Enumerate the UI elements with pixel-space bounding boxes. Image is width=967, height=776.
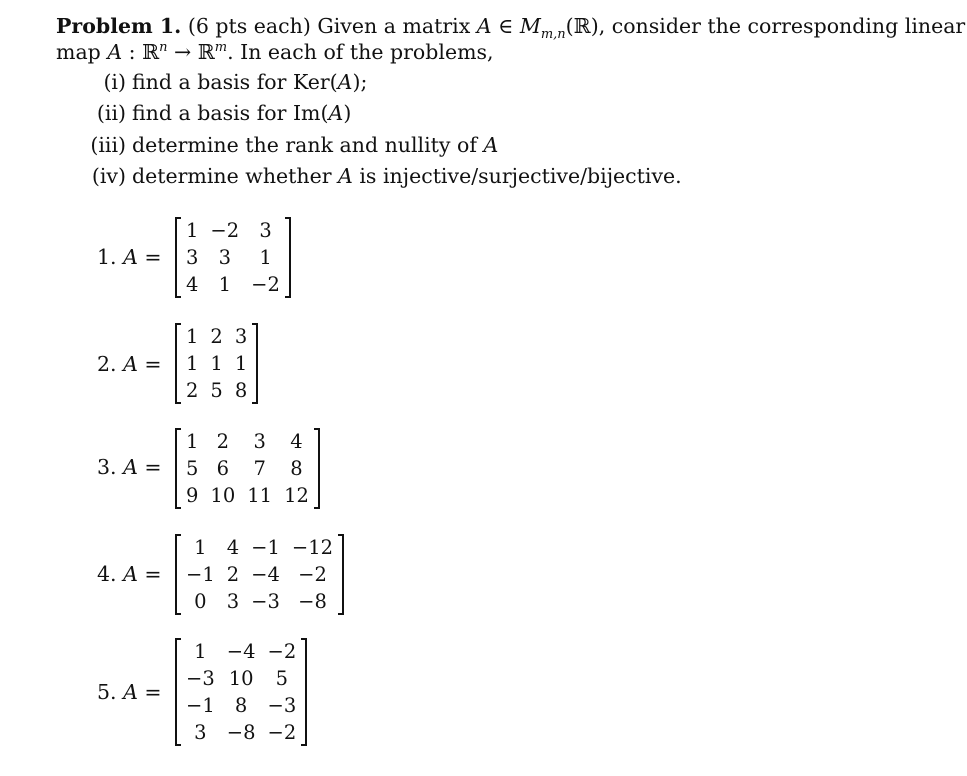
matrix-space-symbol: M (519, 14, 541, 38)
task-variable: A (337, 70, 353, 94)
matrix-entry: 1 (210, 352, 223, 375)
bracket-corner (314, 428, 320, 430)
task-text-end: ) (343, 101, 352, 125)
domain-symbol: : ℝ (122, 40, 160, 64)
matrix-entries (180, 323, 253, 404)
bracket-corner (175, 402, 181, 404)
bracket-corner (301, 638, 307, 640)
task-item (82, 70, 367, 94)
problem-statement-line-2 (56, 40, 494, 64)
matrix-entries (180, 217, 286, 298)
problem-equation-label (97, 245, 162, 269)
task-item (82, 101, 351, 125)
task-number: (ii) (96, 101, 126, 125)
matrix-variable: A (123, 680, 138, 704)
task-number: (i) (103, 70, 126, 94)
task-item (82, 133, 498, 157)
bracket-corner (338, 534, 344, 536)
matrix-entry: 1 (186, 352, 199, 375)
matrix (175, 428, 320, 509)
matrix-entry: −2 (298, 563, 327, 586)
matrix-entry: −3 (186, 667, 215, 690)
matrix-entry: 1 (186, 430, 199, 453)
task-variable: A (483, 133, 499, 157)
matrix-variable: A (123, 352, 138, 376)
matrix-entry: −3 (251, 590, 280, 613)
matrix-entry: 12 (284, 484, 309, 507)
bracket-corner (175, 534, 181, 536)
codomain-exponent: m (214, 40, 228, 56)
matrix-entry: −3 (267, 694, 297, 717)
matrix-entry: 5 (275, 667, 289, 690)
problem-equation-label (97, 352, 162, 376)
task-text: determine whether (132, 164, 339, 188)
bracket-corner (314, 507, 320, 509)
task-number: (iii) (90, 133, 126, 157)
matrix-row (180, 428, 315, 455)
field-symbol: (ℝ) (565, 14, 599, 38)
statement-text: map (56, 40, 108, 64)
matrix-entry: −2 (210, 219, 240, 242)
problem-statement-line-1 (56, 14, 966, 43)
matrix-row (180, 482, 315, 509)
matrix-entry: 10 (210, 484, 236, 507)
matrix (175, 638, 307, 746)
matrix-entry: −4 (226, 640, 256, 663)
matrix-entry: 3 (234, 325, 248, 348)
bracket-corner (175, 296, 181, 298)
task-variable: A (328, 101, 344, 125)
matrix-row (180, 377, 253, 404)
matrix-entries (180, 638, 302, 746)
matrix-entry: 1 (194, 640, 207, 663)
matrix-entry: 2 (210, 325, 223, 348)
matrix-entry: 3 (194, 721, 207, 744)
bracket-corner (285, 296, 291, 298)
statement-text: . In each of the problems, (227, 40, 494, 64)
matrix-entries (180, 534, 339, 615)
matrix-entry: −4 (251, 563, 280, 586)
statement-text: (6 pts each) Given a matrix (187, 14, 477, 38)
matrix-row (180, 350, 253, 377)
bracket-corner (175, 638, 181, 640)
bracket-corner (301, 744, 307, 746)
codomain-symbol: → ℝ (167, 40, 215, 64)
problem-equation-label (97, 455, 162, 479)
matrix-entry: 2 (186, 379, 199, 402)
domain-exponent: n (159, 40, 168, 56)
task-number: (iv) (91, 164, 126, 188)
matrix-entry: 1 (234, 352, 248, 375)
matrix-entry: 8 (290, 457, 303, 480)
problem-equation-label (97, 562, 162, 586)
matrix-variable: A (123, 562, 138, 586)
matrix-row (180, 271, 286, 298)
matrix-entry: 1 (194, 536, 207, 559)
matrix (175, 534, 344, 615)
problem-label: Problem 1. (56, 14, 182, 38)
task-text-end: is injective/surjective/bijective. (352, 164, 682, 188)
bracket-corner (175, 217, 181, 219)
bracket-corner (175, 744, 181, 746)
matrix-entry: 8 (234, 379, 248, 402)
matrix-entry: 3 (259, 219, 272, 242)
matrix-entry: 1 (186, 219, 199, 242)
matrix-entry: 5 (210, 379, 223, 402)
matrix-variable: A (123, 455, 138, 479)
matrix-entry: 4 (186, 273, 199, 296)
matrix-entry: 8 (234, 694, 248, 717)
equals-sign: = (137, 455, 162, 479)
matrix-space-subscript: m,n (540, 27, 566, 43)
bracket-corner (175, 323, 181, 325)
matrix (175, 323, 258, 404)
matrix-entry: −2 (267, 721, 297, 744)
matrix-entry: −2 (251, 273, 280, 296)
task-text: find a basis for Im( (132, 101, 329, 125)
bracket-corner (175, 428, 181, 430)
matrix-entry: 4 (290, 430, 303, 453)
problem-equation-label (97, 680, 162, 704)
problem-number: 5. (97, 680, 117, 704)
matrix-row (180, 217, 286, 244)
matrix-row (180, 665, 302, 692)
matrix-entry: −1 (251, 536, 280, 559)
matrix-entry: 3 (218, 246, 231, 269)
matrix-entry: 2 (216, 430, 230, 453)
equals-sign: = (137, 680, 162, 704)
matrix-row (180, 638, 302, 665)
statement-text: ∈ (491, 14, 520, 38)
problem-number: 4. (97, 562, 117, 586)
matrix-entries (180, 428, 315, 509)
task-text: determine the rank and nullity of (132, 133, 484, 157)
matrix-entry: 6 (216, 457, 230, 480)
matrix-variable: A (123, 245, 138, 269)
bracket-corner (175, 613, 181, 615)
matrix-entry: 1 (259, 246, 272, 269)
matrix-row (180, 455, 315, 482)
matrix-entry: −1 (186, 694, 215, 717)
matrix-entry: 4 (226, 536, 240, 559)
matrix-entry: −8 (298, 590, 327, 613)
map-variable: A (107, 40, 123, 64)
bracket-corner (252, 402, 258, 404)
task-item (82, 164, 682, 188)
matrix-entry: −12 (291, 536, 334, 559)
matrix-row (180, 588, 339, 615)
matrix-entry: 3 (226, 590, 240, 613)
matrix-row (180, 719, 302, 746)
matrix-entry: 3 (186, 246, 199, 269)
matrix-entry: 0 (194, 590, 207, 613)
matrix-variable: A (476, 14, 492, 38)
matrix-entry: 1 (218, 273, 231, 296)
matrix-row (180, 323, 253, 350)
matrix-entry: 2 (226, 563, 240, 586)
problem-number: 1. (97, 245, 117, 269)
matrix-entry: 9 (186, 484, 199, 507)
problem-number: 2. (97, 352, 117, 376)
matrix-entry: 7 (253, 457, 266, 480)
bracket-corner (252, 323, 258, 325)
equals-sign: = (137, 562, 162, 586)
matrix-entry: 1 (186, 325, 199, 348)
task-variable: A (338, 164, 353, 188)
equals-sign: = (137, 352, 162, 376)
bracket-corner (175, 507, 181, 509)
task-text-end: ); (352, 70, 368, 94)
matrix-entry: 3 (253, 430, 266, 453)
matrix-entry: 11 (247, 484, 273, 507)
matrix-entry: −8 (226, 721, 256, 744)
matrix-entry: −2 (267, 640, 297, 663)
statement-text: , consider the corresponding linear (598, 14, 966, 38)
matrix-entry: 10 (228, 667, 254, 690)
task-text: find a basis for Ker( (132, 70, 338, 94)
matrix-entry: −1 (186, 563, 215, 586)
matrix-entry: 5 (186, 457, 199, 480)
matrix-row (180, 692, 302, 719)
problem-number: 3. (97, 455, 117, 479)
bracket-corner (338, 613, 344, 615)
matrix (175, 217, 291, 298)
matrix-row (180, 534, 339, 561)
equals-sign: = (137, 245, 162, 269)
matrix-row (180, 244, 286, 271)
bracket-corner (285, 217, 291, 219)
matrix-row (180, 561, 339, 588)
